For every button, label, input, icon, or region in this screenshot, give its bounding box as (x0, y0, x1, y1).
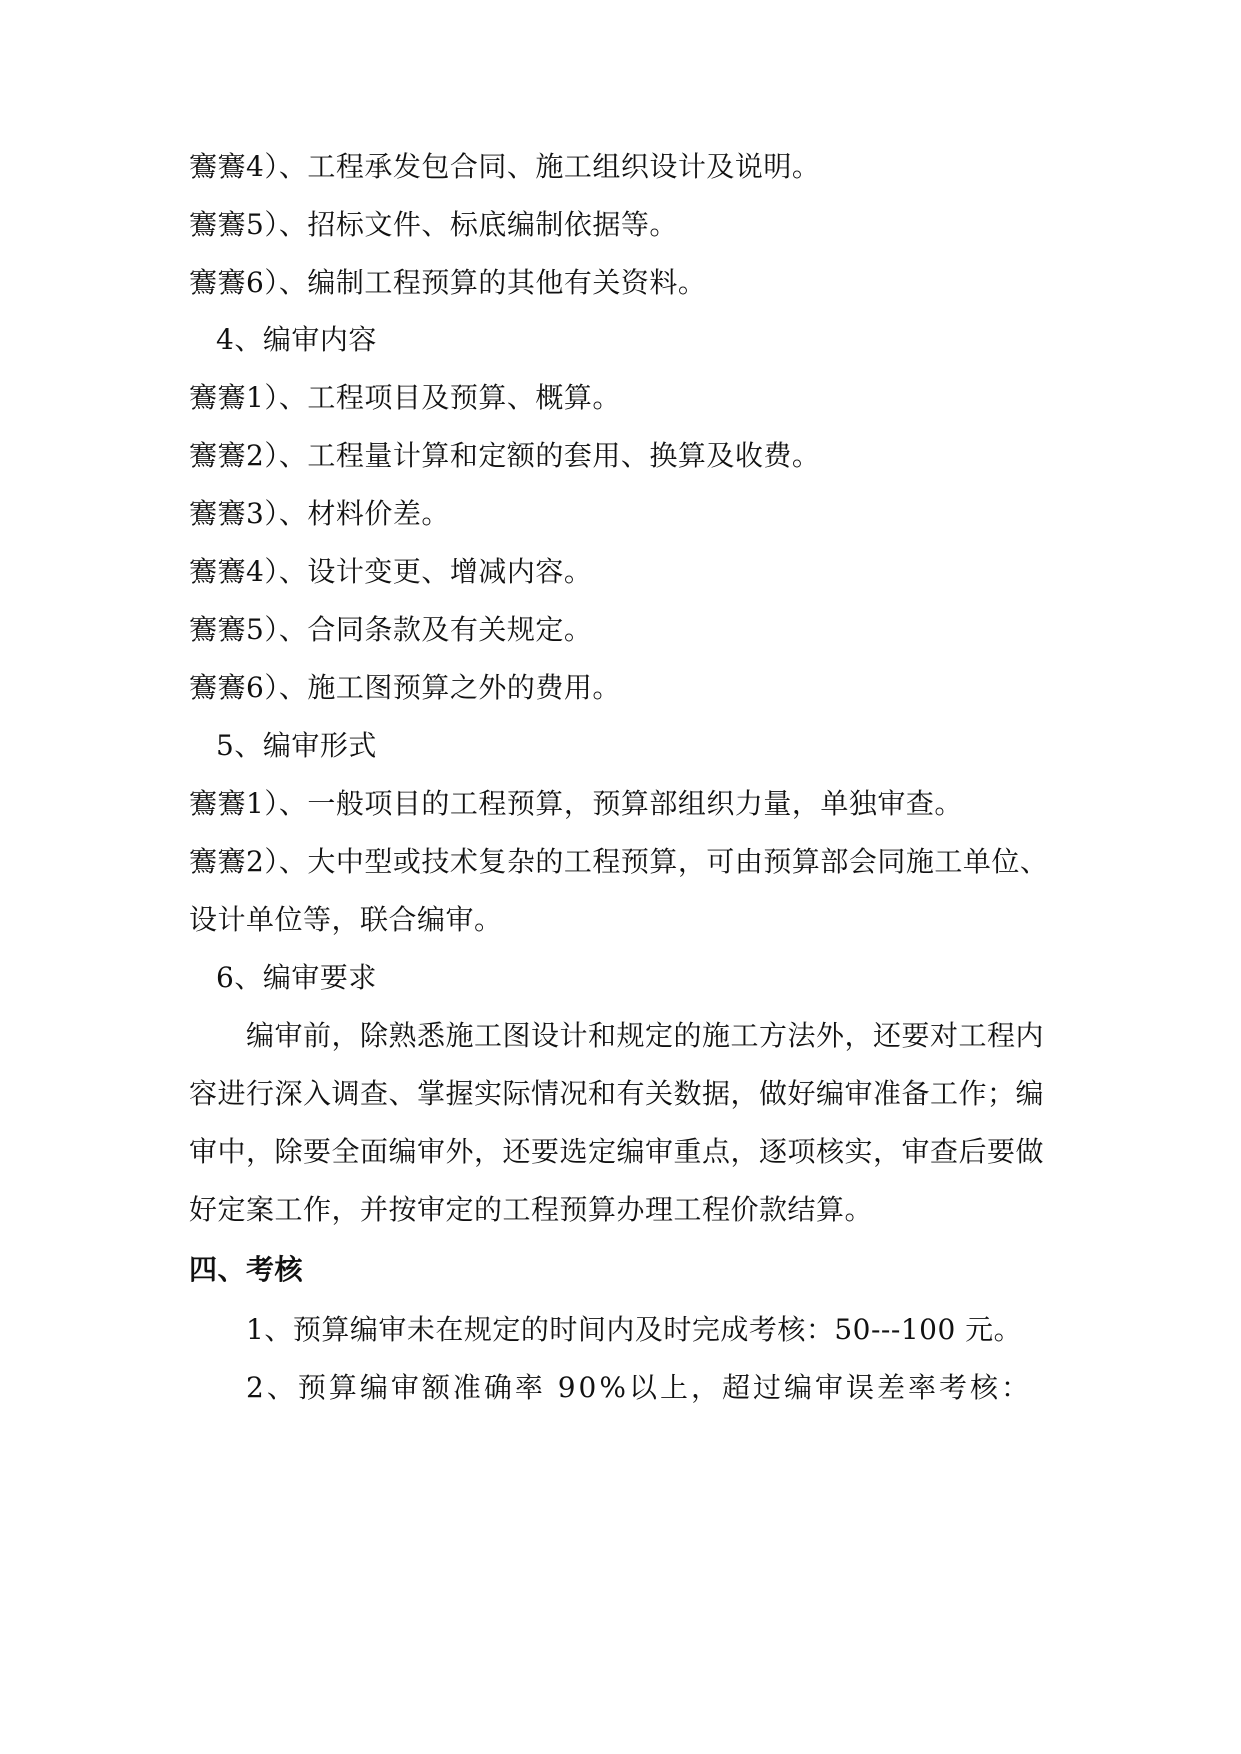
paragraph-line-2: 容进行深入调查、掌握实际情况和有关数据，做好编审准备工作；编 (189, 1077, 1045, 1110)
list-item-5: 鶱鶱5）、招标文件、标底编制依据等。 (189, 208, 678, 241)
paragraph-line-4: 好定案工作，并按审定的工程预算办理工程价款结算。 (189, 1193, 874, 1226)
section-heading-6: 6、编审要求 (216, 961, 377, 994)
list-item-6: 鶱鶱6）、编制工程预算的其他有关资料。 (189, 266, 707, 299)
content-item-5: 鶱鶱5）、合同条款及有关规定。 (189, 613, 593, 646)
section-heading-4: 4、编审内容 (216, 323, 377, 356)
form-item-1: 鶱鶱1）、一般项目的工程预算，预算部组织力量，单独审查。 (189, 787, 963, 820)
section-heading-assessment: 四、考核 (189, 1253, 304, 1286)
content-item-3: 鶱鶱3）、材料价差。 (189, 497, 450, 530)
paragraph-line-3: 审中，除要全面编审外，还要选定编审重点，逐项核实，审查后要做 (189, 1135, 1045, 1168)
content-item-6: 鶱鶱6）、施工图预算之外的费用。 (189, 671, 621, 704)
list-item-4: 鶱鶱4）、工程承发包合同、施工组织设计及说明。 (189, 150, 821, 183)
form-item-2-continued: 设计单位等，联合编审。 (189, 903, 503, 936)
content-item-1: 鶱鶱1）、工程项目及预算、概算。 (189, 381, 621, 414)
form-item-2: 鶱鶱2）、大中型或技术复杂的工程预算，可由预算部会同施工单位、 (189, 845, 1049, 878)
content-item-4: 鶱鶱4）、设计变更、增减内容。 (189, 555, 593, 588)
assessment-item-1: 1、预算编审未在规定的时间内及时完成考核：50---100 元。 (246, 1313, 1023, 1346)
section-heading-5: 5、编审形式 (216, 729, 377, 762)
assessment-item-2: 2、预算编审额准确率 90%以上，超过编审误差率考核： (246, 1371, 1032, 1404)
paragraph-line-1: 编审前，除熟悉施工图设计和规定的施工方法外，还要对工程内 (246, 1019, 1045, 1052)
content-item-2: 鶱鶱2）、工程量计算和定额的套用、换算及收费。 (189, 439, 821, 472)
